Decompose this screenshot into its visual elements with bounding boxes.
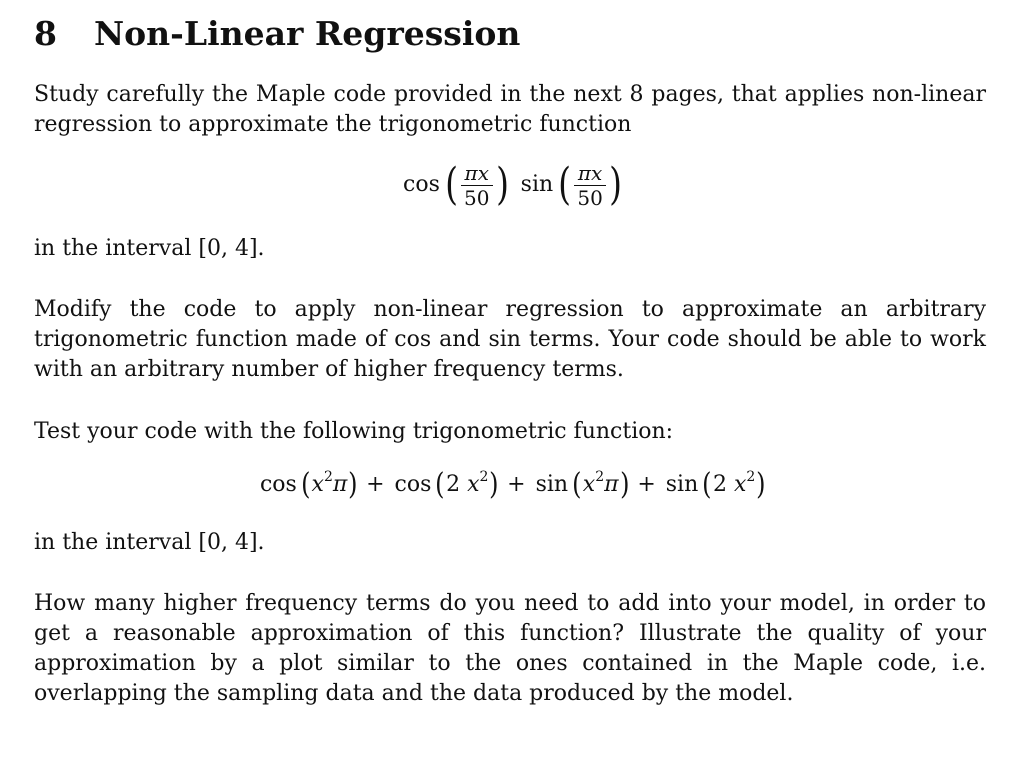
right-paren: ) bbox=[489, 467, 499, 502]
interval-value: [0, 4] bbox=[198, 236, 258, 261]
section-title: Non-Linear Regression bbox=[94, 14, 521, 53]
right-paren: ) bbox=[608, 159, 622, 210]
left-paren: ( bbox=[300, 467, 311, 502]
var-x: x bbox=[467, 472, 480, 497]
exponent: 2 bbox=[746, 469, 756, 485]
equation-test-function bbox=[0, 467, 1024, 506]
fraction-numerator: πx bbox=[461, 161, 492, 186]
left-paren: ( bbox=[445, 159, 458, 210]
interval-suffix: . bbox=[257, 530, 265, 555]
section-heading bbox=[34, 12, 520, 56]
coefficient-two: 2 bbox=[712, 472, 727, 497]
question-paragraph: How many higher frequency terms do you need to add into your model, in order to get a reasonable approximation of this function? Illustrate the quality of your approximation by a plot similar to the ones contained in the Maple code, i.e. overlapping the sampling data and the data produced by the model. bbox=[34, 591, 986, 706]
left-paren: ( bbox=[572, 467, 582, 502]
coefficient-two: 2 bbox=[446, 472, 461, 497]
plus-operator: + bbox=[637, 472, 656, 497]
interval-suffix: . bbox=[257, 236, 265, 261]
interval-prefix: in the interval bbox=[34, 236, 199, 261]
var-x: x bbox=[733, 472, 747, 497]
plus-operator: + bbox=[366, 472, 385, 497]
interval-paragraph-1 bbox=[34, 234, 986, 264]
sin-function: sin bbox=[535, 472, 569, 497]
left-paren: ( bbox=[702, 467, 712, 502]
intro-paragraph: Study carefully the Maple code provided in the next 8 pages, that applies non-linear regression to approximate the trigonometric function bbox=[34, 82, 986, 137]
cos-function: cos bbox=[403, 172, 440, 197]
interval-value: [0, 4] bbox=[198, 530, 258, 555]
var-x: x bbox=[311, 472, 324, 497]
fraction-denominator: 50 bbox=[464, 185, 490, 210]
modify-paragraph: Modify the code to apply non-linear regression to approximate an arbitrary trigonometric function made of cos and sin terms. Your code should be able to work with an arbitrary number of higher frequency terms. bbox=[34, 297, 986, 382]
sin-function: sin bbox=[520, 172, 554, 197]
pi-symbol: π bbox=[604, 472, 619, 497]
fraction-numerator: πx bbox=[574, 161, 605, 186]
exponent: 2 bbox=[323, 469, 333, 485]
fraction-denominator: 50 bbox=[577, 185, 603, 210]
interval-paragraph-2 bbox=[34, 528, 986, 558]
exponent: 2 bbox=[595, 469, 605, 485]
pi-symbol: π bbox=[332, 472, 348, 497]
equation-cos-sin-pi-x-over-50 bbox=[0, 160, 1024, 216]
fraction bbox=[574, 161, 605, 210]
exponent: 2 bbox=[479, 469, 489, 485]
section-number: 8 bbox=[34, 14, 57, 53]
plus-operator: + bbox=[507, 472, 526, 497]
left-paren: ( bbox=[558, 159, 572, 210]
right-paren: ) bbox=[619, 467, 630, 502]
right-paren: ) bbox=[348, 467, 358, 502]
interval-prefix: in the interval bbox=[34, 530, 199, 555]
test-paragraph: Test your code with the following trigonometric function: bbox=[34, 419, 674, 444]
right-paren: ) bbox=[495, 159, 509, 210]
cos-function: cos bbox=[394, 472, 432, 497]
cos-function: cos bbox=[259, 472, 297, 497]
fraction bbox=[461, 161, 492, 210]
left-paren: ( bbox=[435, 467, 445, 502]
sin-function: sin bbox=[665, 472, 699, 497]
right-paren: ) bbox=[756, 467, 766, 502]
var-x: x bbox=[582, 472, 596, 497]
